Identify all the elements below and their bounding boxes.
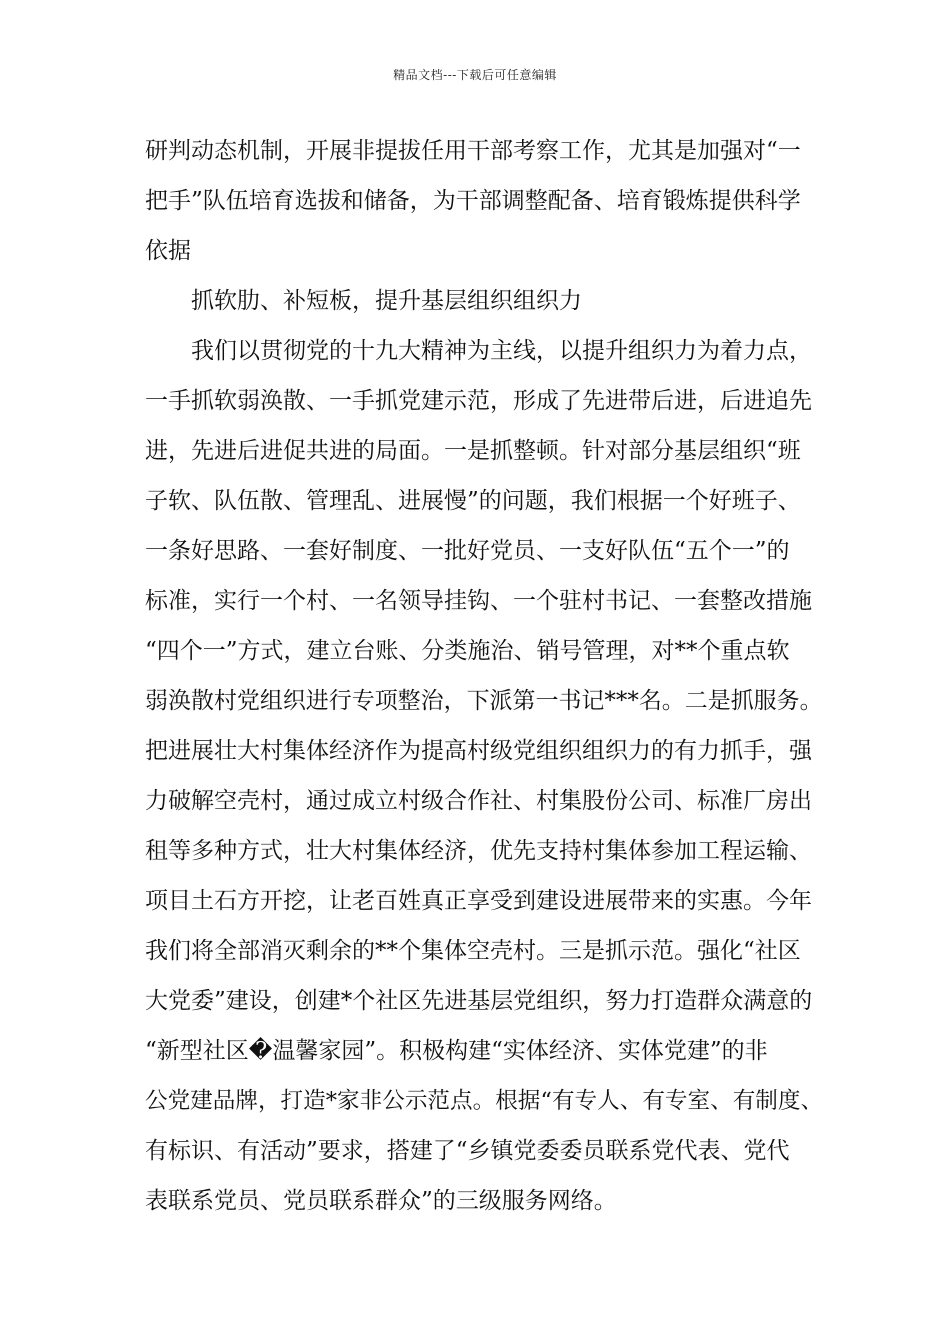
text-line: 一条好思路、一套好制度、一批好党员、一支好队伍“五个一”的 — [145, 538, 790, 564]
text-line: “四个一”方式，建立台账、分类施治、销号管理，对**个重点软 — [145, 638, 790, 664]
text-line: 把手”队伍培育选拔和储备，为干部调整配备、培育锻炼提供科学 — [145, 188, 801, 214]
text-line: 标准，实行一个村、一名领导挂钩、一个驻村书记、一套整改措施 — [145, 588, 812, 614]
text-line: 研判动态机制，开展非提拔任用干部考察工作，尤其是加强对“一 — [145, 138, 801, 164]
document-body — [145, 126, 823, 1226]
text-line: 项目土石方开挖，让老百姓真正享受到建设进展带来的实惠。今年 — [145, 888, 812, 914]
text-line: 把进展壮大村集体经济作为提高村级党组织组织力的有力抓手，强 — [145, 738, 812, 764]
text-line: 公党建品牌，打造*家非公示范点。根据“有专人、有专室、有制度、 — [145, 1088, 824, 1114]
text-line: 进，先进后进促共进的局面。一是抓整顿。针对部分基层组织“班 — [145, 438, 801, 464]
text-line: 大党委”建设，创建*个社区先进基层党组织，努力打造群众满意的 — [145, 988, 813, 1014]
text-line: 一手抓软弱涣散、一手抓党建示范，形成了先进带后进，后进追先 — [145, 388, 812, 414]
text-line: 弱涣散村党组织进行专项整治，下派第一书记***名。二是抓服务。 — [145, 688, 823, 714]
text-line: 力破解空壳村，通过成立村级合作社、村集股份公司、标准厂房出 — [145, 788, 812, 814]
page-header: 精品文档---下载后可任意编辑 — [393, 68, 557, 82]
text-line: 有标识、有活动”要求，搭建了“乡镇党委委员联系党代表、党代 — [145, 1138, 790, 1164]
text-line: 表联系党员、党员联系群众”的三级服务网络。 — [145, 1188, 617, 1214]
text-line: 租等多种方式，壮大村集体经济，优先支持村集体参加工程运输、 — [145, 838, 812, 864]
text-line: “新型社区�温馨家园”。积极构建“实体经济、实体党建”的非 — [145, 1038, 768, 1064]
text-line: 抓软肋、补短板，提升基层组织组织力 — [191, 288, 582, 314]
text-line: 我们将全部消灭剩余的**个集体空壳村。三是抓示范。强化“社区 — [145, 938, 801, 964]
text-line: 依据 — [145, 238, 191, 264]
text-line: 子软、队伍散、管理乱、进展慢”的问题，我们根据一个好班子、 — [145, 488, 801, 514]
text-line: 我们以贯彻党的十九大精神为主线，以提升组织力为着力点， — [191, 338, 812, 364]
